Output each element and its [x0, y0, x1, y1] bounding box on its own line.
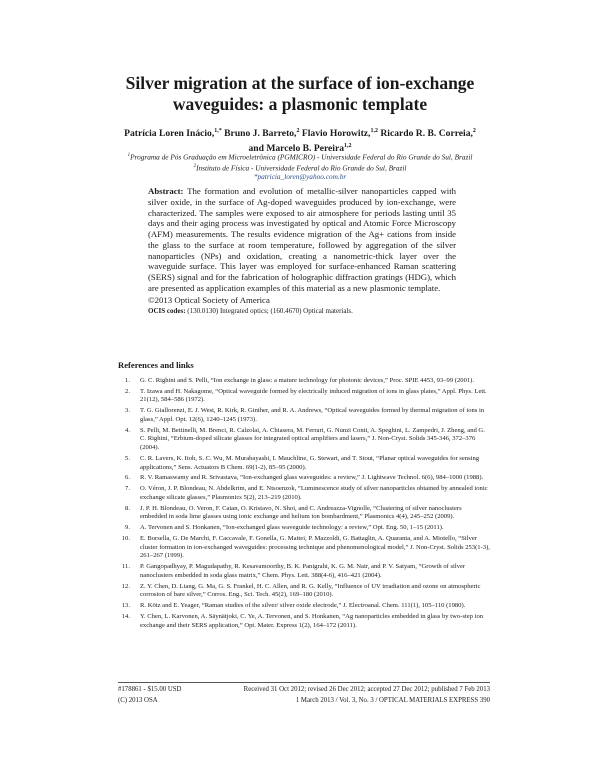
corresponding-email[interactable]: *patricia_loren@yahoo.com.br: [253, 172, 347, 182]
reference-item: 14. Y. Chen, L. Karvonen, A. Säynätjoki, C. Ye, A. Tervonen, and S. Honkanen, “Ag nanoparticles embedded in glass by two-step ion exchange and their SERS application,” Opt. Mater. Express 1(2), 164–172 (2011).: [121, 613, 484, 629]
title-line-2: waveguides: a plasmonic template: [172, 94, 428, 114]
article-price: #178861 - $15.00 USD: [118, 686, 182, 693]
reference-item: 11. P. Gangopadhyay, P. Magudapathy, R. Kesavamoorthy, B. K. Panigrahi, K. G. M. Nair, and P. V. Satyam, “Growth of silver nanoclusters embedded in soda glass matrix,” Chem. Phys. Lett. 388(4-6), 416–421 (2004).: [122, 563, 466, 579]
affiliations: [60, 151, 540, 182]
author: Patrícia Loren Inácio,$^{1,*}$: [124, 128, 222, 140]
reference-list: [118, 377, 490, 633]
abstract-text: The formation and evolution of metallic-silver nanoparticles capped with silver oxide, in the surface of Ag-doped waveguides produced by ion-exchange, were characterized. The samples were exposed to air atmosphere for periods lasting until 35 days and their aging process was investigated by optical and Atomic Force Microscopy (AFM) measurements. The results evidence migration of the Ag+ cations from inside the glass to the surface at room temperature, followed by aggregation of the silver nanoparticles (NPs) and oxidation, creating a nanometric-thick layer over the waveguide surface. This layer was employed for surface-enhanced Raman scattering (SERS) signal and for the fabrication of holographic diffraction gratings (HDG), which are presented as application examples of this material as a new plasmonic template.: [148, 186, 456, 293]
ocis-codes: [148, 307, 456, 316]
reference-item: 1. G. C. Righini and S. Pelli, “Ion exchange in glass: a mature technology for photonic devices,” Proc. SPIE 4453, 93–99 (2001).: [125, 377, 475, 384]
copyright-notice: ©2013 Optical Society of America: [148, 294, 270, 305]
abstract: [148, 186, 456, 316]
journal-citation: 1 March 2013 / Vol. 3, No. 3 / OPTICAL MATERIALS EXPRESS 390: [295, 697, 490, 704]
abstract-label: Abstract:: [148, 186, 184, 196]
author: Bruno J. Barreto,$^2$: [224, 128, 300, 140]
reference-item: 7. O. Véron, J. P. Blondeau, N. Abdelkrim, and E. Ntsoenzok, “Luminescence study of silver nanoparticles obtained by annealed ionic exchange silicate glasses,” Plasmonics 5(2), 213–219 (2010).: [125, 485, 488, 501]
reference-item: 8. J. P. H. Blondeau, O. Veron, F. Catan, O. Kristavo, N. Shoi, and C. Andreazza-Vignolle, “Clustering of silver nanoclusters embedded in soda lime glasses using ionic exchange and helium ion bombardment,” Plasmonics 4(4), 245–252 (2009).: [125, 504, 462, 521]
footer-divider: [118, 682, 490, 683]
author: and Marcelo B. Pereira$^{1,2}$: [248, 143, 352, 155]
author: Ricardo R. B. Correia,$^2$: [380, 128, 476, 140]
abstract-body: [148, 186, 456, 294]
author: Flavio Horowitz,$^{1,2}$: [301, 128, 378, 140]
ocis-text: (130.0130) Integrated optics; (160.4670) Optical materials.: [187, 307, 353, 316]
reference-item: 9. A. Tervonen and S. Honkanen, “Ion-exchanged glass waveguide technology: a review,” Opt. Eng. 50, 1–15 (2011).: [125, 524, 444, 532]
reference-item: 5. C. R. Lavers, K. Itoh, S. C. Wu, M. Murabayashi, I. Mauchline, G. Stewart, and T. Stout, “Planar optical waveguides for sensing applications,” Sens. Actuators B Chem. 69(1-2), 85–95 (2000).: [125, 454, 480, 471]
affiliation: $^2$Instituto de Física - Universidade Federal do Rio Grande do Sul, Brazil: [193, 163, 407, 173]
ocis-label: OCIS codes:: [148, 307, 186, 316]
affiliation: $^1$Programa de Pós Graduação em Microeletrônica (PGMICRO) - Universidade Federal do Rio Grande do Sul, Brazil: [127, 152, 473, 162]
reference-item: 12. Z. Y. Chen, D. Liang, G. Ma, G. S. Frankel, H. C. Allen, and R. G. Kelly, “Influence of UV irradiation and ozone on atmospheric corrosion of bare silver,” Corros. Eng., Sci. Tech. 45(2), 169–180 (2010).: [121, 582, 481, 599]
paper-title: [100, 73, 500, 115]
title-line-1: Silver migration at the surface of ion-exchange: [125, 73, 475, 93]
reference-item: 6. R. V. Ramaswamy and R. Srivastava, “Ion-exchanged glass waveguides: a review,” J. Lightwave Technol. 6(6), 984–1000 (1988).: [125, 474, 484, 482]
reference-item: 10. E. Borsella, G. De Marchi, F. Caccavale, F. Gonella, G. Mattei, P. Mazzoldi, G. Battaglin, A. Quaranta, and A. Miotello, “Silver cluster formation in ion-exchanged waveguides: processing technique and phenomenological model,” J. Non-Cryst. Solids 253(1-3), 261–267 (1999).: [121, 535, 490, 560]
footer-copyright: (C) 2013 OSA: [118, 697, 158, 704]
reference-item: 2. T. Izawa and H. Nakagome, “Optical waveguide formed by electrically induced migration of ions in glass plates,” Appl. Phys. Lett. 21(12), 584–586 (1972).: [125, 387, 487, 404]
reference-item: 13. R. Kötz and E. Yeager, “Raman studies of the silver/ silver oxide electrode,” J. Electroanal. Chem. 111(1), 105–110 (1980).: [121, 602, 466, 610]
references-heading: References and links: [118, 360, 194, 370]
reference-item: 4. S. Pelli, M. Bettinelli, M. Brenci, R. Calzolai, A. Chiasera, M. Ferrari, G. Nunzi Conti, A. Speghini, L. Zampedri, J. Zheng, and G. C. Righini, “Erbium-doped silicate glasses for integrated optical amplifiers and lasers,” J. Non-Cryst. Solids 345-346, 372–376 (2004).: [125, 426, 485, 452]
reference-item: 3. T. G. Giallorenzi, E. J. West, R. Kirk, R. Ginther, and R. A. Andrews, “Optical waveguides formed by thermal migration of ions in glass,” Appl. Opt. 12(6), 1240–1245 (1973).: [125, 407, 485, 423]
publication-dates: Received 31 Oct 2012; revised 26 Dec 2012; accepted 27 Dec 2012; published 7 Feb 2013: [243, 686, 490, 693]
